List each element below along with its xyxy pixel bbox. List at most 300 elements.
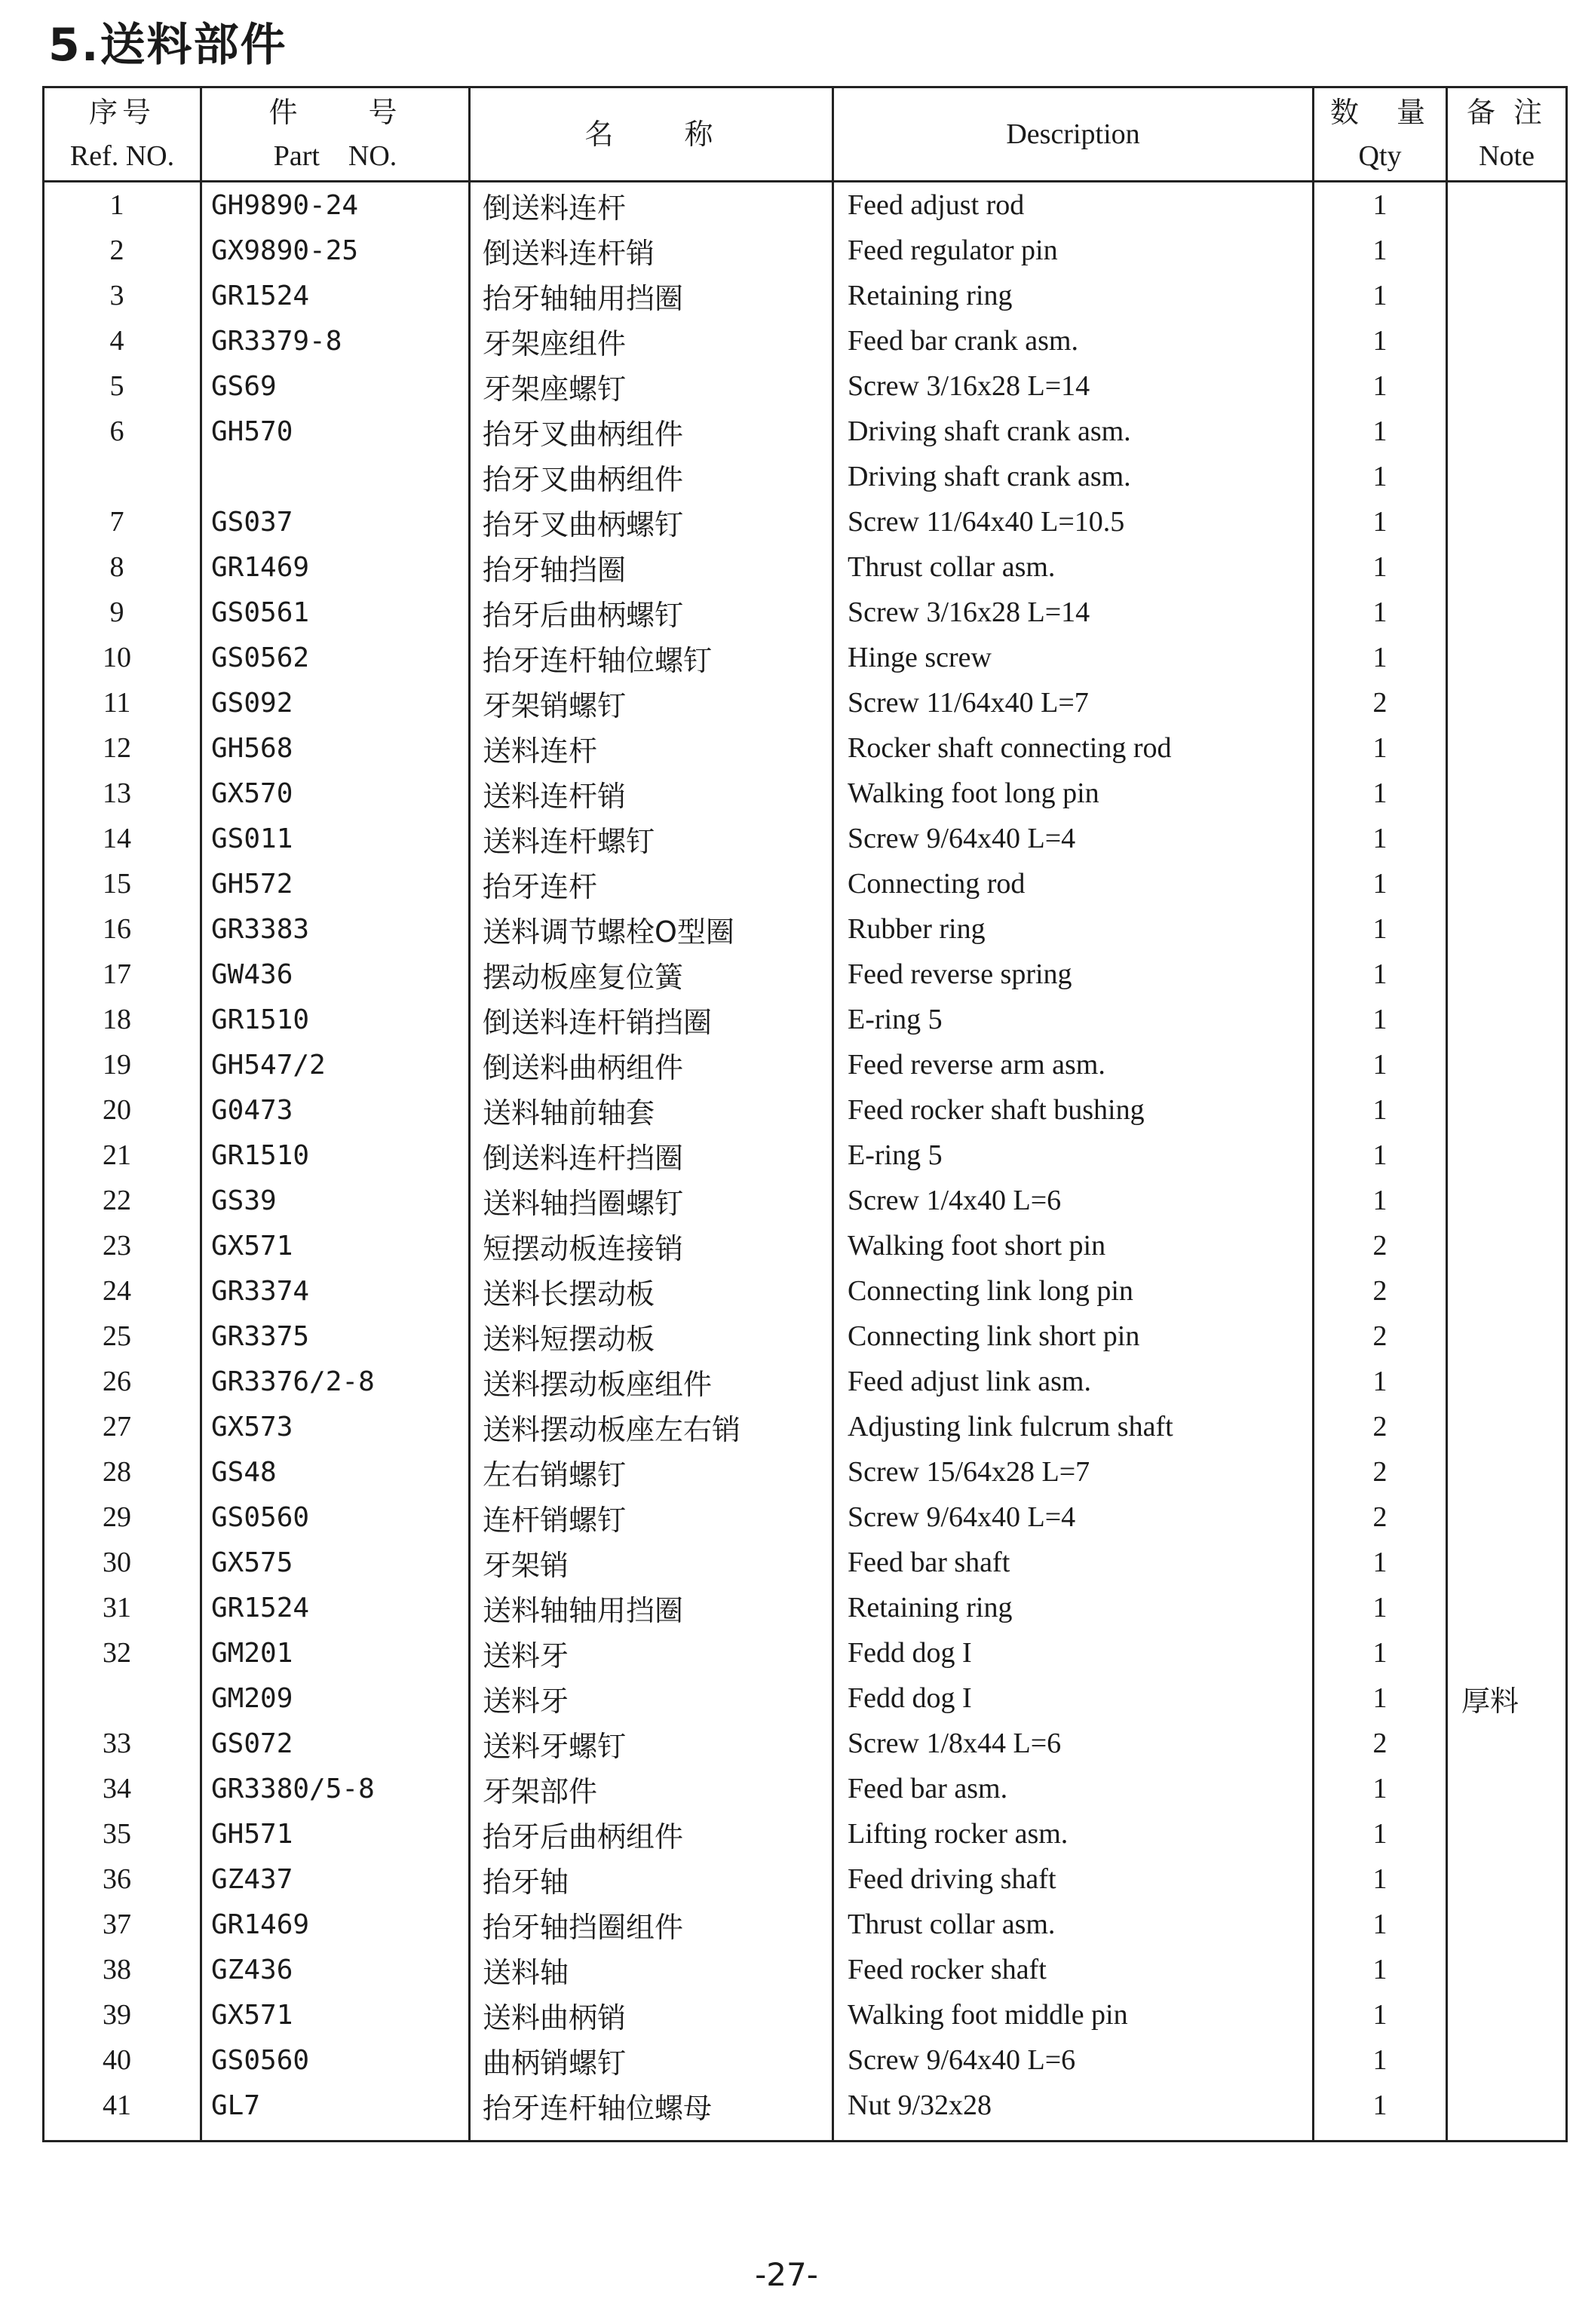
table-row [44,1947,1567,1992]
table-row [44,816,1567,861]
header-ref-zh: 序号 [88,96,155,129]
part-number-cell: GH568 [201,725,470,771]
table-row [44,1540,1567,1585]
ref-cell: 16 [44,906,201,952]
qty-cell: 1 [1314,1540,1447,1585]
part-name-cell: 抬牙轴挡圈 [470,544,833,590]
header-part [201,87,470,182]
note-cell [1447,1223,1567,1268]
header-qty [1314,87,1447,182]
note-cell [1447,1630,1567,1676]
ref-cell: 9 [44,590,201,635]
note-cell [1447,2037,1567,2083]
table-row [44,1495,1567,1540]
description-cell: Rubber ring [833,906,1314,952]
part-name-cell: 送料轴前轴套 [470,1087,833,1133]
ref-cell: 18 [44,997,201,1042]
ref-cell: 35 [44,1811,201,1856]
ref-cell: 20 [44,1087,201,1133]
ref-cell: 1 [44,182,201,228]
part-number-cell: G0473 [201,1087,470,1133]
qty-cell: 1 [1314,906,1447,952]
table-row [44,906,1567,952]
part-number-cell: GM209 [201,1676,470,1721]
parts-table-body [44,182,1567,2142]
part-number-cell: GS0562 [201,635,470,680]
part-name-cell: 送料摆动板座左右销 [470,1404,833,1449]
header-ref [44,87,201,182]
qty-cell: 1 [1314,1947,1447,1992]
part-number-cell: GH571 [201,1811,470,1856]
ref-cell: 40 [44,2037,201,2083]
qty-cell: 1 [1314,1856,1447,1902]
note-cell [1447,499,1567,544]
table-row [44,1133,1567,1178]
part-number-cell: GS0561 [201,590,470,635]
description-cell: Feed adjust rod [833,182,1314,228]
description-cell: Thrust collar asm. [833,1902,1314,1947]
qty-cell: 1 [1314,2037,1447,2083]
part-number-cell: GS69 [201,363,470,409]
description-cell: Screw 9/64x40 L=4 [833,816,1314,861]
ref-cell: 38 [44,1947,201,1992]
part-number-cell: GZ436 [201,1947,470,1992]
ref-cell: 23 [44,1223,201,1268]
part-number-cell: GH9890-24 [201,182,470,228]
qty-cell: 2 [1314,1268,1447,1314]
description-cell: Connecting rod [833,861,1314,906]
part-name-cell: 倒送料连杆销 [470,228,833,273]
table-row [44,273,1567,318]
part-name-cell: 送料轴轴用挡圈 [470,1585,833,1630]
part-name-cell: 送料摆动板座组件 [470,1359,833,1404]
header-note-zh: 备 注 [1466,96,1547,129]
note-cell [1447,1766,1567,1811]
table-row [44,2037,1567,2083]
table-row [44,1992,1567,2037]
part-name-cell: 送料连杆 [470,725,833,771]
note-cell [1447,1314,1567,1359]
description-cell: Feed bar crank asm. [833,318,1314,363]
description-cell: E-ring 5 [833,997,1314,1042]
qty-cell: 2 [1314,1404,1447,1449]
header-qty-en: Qty [1358,140,1402,172]
part-number-cell: GS0560 [201,2037,470,2083]
part-number-cell: GS092 [201,680,470,725]
note-cell [1447,1811,1567,1856]
description-cell: Connecting link long pin [833,1268,1314,1314]
ref-cell: 25 [44,1314,201,1359]
part-name-cell: 牙架座组件 [470,318,833,363]
qty-cell: 1 [1314,635,1447,680]
part-name-cell: 连杆销螺钉 [470,1495,833,1540]
qty-cell: 1 [1314,318,1447,363]
part-name-cell: 抬牙后曲柄螺钉 [470,590,833,635]
description-cell: Screw 15/64x28 L=7 [833,1449,1314,1495]
part-name-cell: 摆动板座复位簧 [470,952,833,997]
qty-cell: 1 [1314,2083,1447,2142]
description-cell: E-ring 5 [833,1133,1314,1178]
table-row [44,771,1567,816]
description-cell: Feed bar asm. [833,1766,1314,1811]
table-row [44,1721,1567,1766]
qty-cell: 1 [1314,725,1447,771]
part-name-cell: 短摆动板连接销 [470,1223,833,1268]
description-cell: Feed adjust link asm. [833,1359,1314,1404]
table-row [44,1676,1567,1721]
part-name-cell: 送料调节螺栓O型圈 [470,906,833,952]
ref-cell: 4 [44,318,201,363]
qty-cell: 2 [1314,1495,1447,1540]
table-row [44,182,1567,228]
note-cell [1447,1268,1567,1314]
part-name-cell: 送料长摆动板 [470,1268,833,1314]
page-number: -27- [755,2256,818,2293]
qty-cell: 1 [1314,1133,1447,1178]
table-row [44,1630,1567,1676]
description-cell: Hinge screw [833,635,1314,680]
table-row [44,318,1567,363]
ref-cell: 12 [44,725,201,771]
table-row [44,1902,1567,1947]
description-cell: Rocker shaft connecting rod [833,725,1314,771]
part-name-cell: 左右销螺钉 [470,1449,833,1495]
table-row [44,1449,1567,1495]
description-cell: Feed driving shaft [833,1856,1314,1902]
note-cell [1447,816,1567,861]
part-name-cell: 抬牙连杆轴位螺母 [470,2083,833,2142]
ref-cell: 11 [44,680,201,725]
part-name-cell: 牙架销螺钉 [470,680,833,725]
table-row [44,363,1567,409]
qty-cell: 1 [1314,363,1447,409]
qty-cell: 2 [1314,1721,1447,1766]
table-row [44,1223,1567,1268]
qty-cell: 1 [1314,1811,1447,1856]
part-name-cell: 抬牙叉曲柄螺钉 [470,499,833,544]
ref-cell: 28 [44,1449,201,1495]
note-cell [1447,1856,1567,1902]
part-number-cell: GX573 [201,1404,470,1449]
description-cell: Nut 9/32x28 [833,2083,1314,2142]
description-cell: Screw 1/8x44 L=6 [833,1721,1314,1766]
description-cell: Adjusting link fulcrum shaft [833,1404,1314,1449]
note-cell: 厚料 [1447,1676,1567,1721]
header-name [470,87,833,182]
note-cell [1447,1721,1567,1766]
qty-cell: 1 [1314,771,1447,816]
description-cell: Screw 1/4x40 L=6 [833,1178,1314,1223]
table-row [44,1766,1567,1811]
note-cell [1447,1404,1567,1449]
ref-cell: 33 [44,1721,201,1766]
part-number-cell: GS037 [201,499,470,544]
note-cell [1447,906,1567,952]
description-cell: Lifting rocker asm. [833,1811,1314,1856]
header-ref-en: Ref. NO. [69,140,175,172]
part-number-cell: GS072 [201,1721,470,1766]
note-cell [1447,1359,1567,1404]
description-cell: Thrust collar asm. [833,544,1314,590]
part-name-cell: 送料短摆动板 [470,1314,833,1359]
description-cell: Driving shaft crank asm. [833,409,1314,454]
part-name-cell: 抬牙连杆轴位螺钉 [470,635,833,680]
table-header-row [44,87,1567,182]
part-number-cell [201,454,470,499]
description-cell: Feed rocker shaft bushing [833,1087,1314,1133]
qty-cell: 1 [1314,1630,1447,1676]
part-name-cell: 牙架部件 [470,1766,833,1811]
part-number-cell: GX571 [201,1992,470,2037]
qty-cell: 1 [1314,590,1447,635]
qty-cell: 1 [1314,1042,1447,1087]
note-cell [1447,409,1567,454]
qty-cell: 1 [1314,952,1447,997]
part-name-cell: 送料牙 [470,1676,833,1721]
table-row [44,635,1567,680]
part-name-cell: 抬牙叉曲柄组件 [470,409,833,454]
ref-cell: 31 [44,1585,201,1630]
part-name-cell: 送料曲柄销 [470,1992,833,2037]
ref-cell: 13 [44,771,201,816]
qty-cell: 1 [1314,544,1447,590]
part-name-cell: 抬牙轴挡圈组件 [470,1902,833,1947]
ref-cell: 36 [44,1856,201,1902]
part-name-cell: 抬牙叉曲柄组件 [470,454,833,499]
note-cell [1447,228,1567,273]
description-cell: Feed reverse arm asm. [833,1042,1314,1087]
qty-cell: 1 [1314,409,1447,454]
part-name-cell: 抬牙连杆 [470,861,833,906]
part-number-cell: GH572 [201,861,470,906]
part-name-cell: 抬牙后曲柄组件 [470,1811,833,1856]
part-number-cell: GR3379-8 [201,318,470,363]
ref-cell [44,454,201,499]
header-note [1447,87,1567,182]
description-cell: Screw 3/16x28 L=14 [833,590,1314,635]
description-cell: Screw 11/64x40 L=7 [833,680,1314,725]
part-name-cell: 送料牙 [470,1630,833,1676]
table-row [44,1178,1567,1223]
ref-cell: 8 [44,544,201,590]
qty-cell: 1 [1314,861,1447,906]
qty-cell: 1 [1314,1992,1447,2037]
part-number-cell: GR1469 [201,1902,470,1947]
ref-cell: 34 [44,1766,201,1811]
qty-cell: 1 [1314,1359,1447,1404]
ref-cell: 5 [44,363,201,409]
description-cell: Screw 9/64x40 L=6 [833,2037,1314,2083]
ref-cell: 2 [44,228,201,273]
qty-cell: 1 [1314,1676,1447,1721]
description-cell: Walking foot short pin [833,1223,1314,1268]
description-cell: Screw 9/64x40 L=4 [833,1495,1314,1540]
part-number-cell: GH547/2 [201,1042,470,1087]
ref-cell [44,1676,201,1721]
description-cell: Retaining ring [833,1585,1314,1630]
note-cell [1447,2083,1567,2142]
part-name-cell: 送料牙螺钉 [470,1721,833,1766]
qty-cell: 1 [1314,499,1447,544]
part-number-cell: GS0560 [201,1495,470,1540]
ref-cell: 37 [44,1902,201,1947]
table-row [44,454,1567,499]
qty-cell: 1 [1314,1585,1447,1630]
part-name-cell: 抬牙轴轴用挡圈 [470,273,833,318]
description-cell: Walking foot middle pin [833,1992,1314,2037]
qty-cell: 1 [1314,182,1447,228]
part-number-cell: GM201 [201,1630,470,1676]
note-cell [1447,997,1567,1042]
part-number-cell: GL7 [201,2083,470,2142]
table-row [44,1087,1567,1133]
part-name-cell: 送料轴 [470,1947,833,1992]
part-number-cell: GR3376/2-8 [201,1359,470,1404]
table-row [44,1811,1567,1856]
table-row [44,1856,1567,1902]
description-cell: Feed bar shaft [833,1540,1314,1585]
ref-cell: 19 [44,1042,201,1087]
description-cell: Retaining ring [833,273,1314,318]
part-number-cell: GS48 [201,1449,470,1495]
note-cell [1447,771,1567,816]
description-cell: Feed reverse spring [833,952,1314,997]
note-cell [1447,182,1567,228]
part-number-cell: GZ437 [201,1856,470,1902]
ref-cell: 27 [44,1404,201,1449]
header-part-en: Part NO. [273,140,397,172]
part-number-cell: GX575 [201,1540,470,1585]
description-cell: Feed rocker shaft [833,1947,1314,1992]
part-number-cell: GR3383 [201,906,470,952]
description-cell: Fedd dog I [833,1630,1314,1676]
table-row [44,2083,1567,2142]
page-title: 5.送料部件 [48,19,287,72]
ref-cell: 15 [44,861,201,906]
part-number-cell: GW436 [201,952,470,997]
header-part-zh: 件 号 [268,96,402,129]
table-row [44,1359,1567,1404]
qty-cell: 1 [1314,816,1447,861]
note-cell [1447,1449,1567,1495]
note-cell [1447,1178,1567,1223]
ref-cell: 30 [44,1540,201,1585]
ref-cell: 17 [44,952,201,997]
qty-cell: 1 [1314,997,1447,1042]
ref-cell: 32 [44,1630,201,1676]
note-cell [1447,454,1567,499]
table-row [44,861,1567,906]
ref-cell: 39 [44,1992,201,2037]
part-number-cell: GX570 [201,771,470,816]
note-cell [1447,1585,1567,1630]
qty-cell: 2 [1314,1449,1447,1495]
table-row [44,680,1567,725]
part-number-cell: GR1510 [201,1133,470,1178]
part-name-cell: 曲柄销螺钉 [470,2037,833,2083]
parts-table [42,86,1568,2142]
note-cell [1447,273,1567,318]
part-name-cell: 抬牙轴 [470,1856,833,1902]
header-description [833,87,1314,182]
part-number-cell: GR1469 [201,544,470,590]
note-cell [1447,725,1567,771]
part-name-cell: 牙架座螺钉 [470,363,833,409]
note-cell [1447,363,1567,409]
table-row [44,1404,1567,1449]
note-cell [1447,1992,1567,2037]
ref-cell: 21 [44,1133,201,1178]
qty-cell: 2 [1314,1314,1447,1359]
ref-cell: 26 [44,1359,201,1404]
note-cell [1447,1087,1567,1133]
header-name-zh: 名 称 [584,118,718,151]
part-number-cell: GR3380/5-8 [201,1766,470,1811]
header-qty-zh: 数 量 [1329,96,1430,129]
part-name-cell: 送料连杆螺钉 [470,816,833,861]
table-row [44,544,1567,590]
part-name-cell: 送料轴挡圈螺钉 [470,1178,833,1223]
note-cell [1447,544,1567,590]
qty-cell: 1 [1314,273,1447,318]
qty-cell: 1 [1314,1087,1447,1133]
note-cell [1447,590,1567,635]
ref-cell: 41 [44,2083,201,2142]
header-note-en: Note [1479,140,1535,172]
note-cell [1447,1495,1567,1540]
part-number-cell: GS39 [201,1178,470,1223]
table-row [44,409,1567,454]
description-cell: Fedd dog I [833,1676,1314,1721]
description-cell: Driving shaft crank asm. [833,454,1314,499]
note-cell [1447,952,1567,997]
part-number-cell: GR1524 [201,273,470,318]
qty-cell: 1 [1314,1902,1447,1947]
description-cell: Screw 11/64x40 L=10.5 [833,499,1314,544]
description-cell: Feed regulator pin [833,228,1314,273]
ref-cell: 22 [44,1178,201,1223]
description-cell: Connecting link short pin [833,1314,1314,1359]
table-row [44,1314,1567,1359]
ref-cell: 10 [44,635,201,680]
qty-cell: 1 [1314,228,1447,273]
table-row [44,952,1567,997]
note-cell [1447,1902,1567,1947]
table-row [44,1268,1567,1314]
note-cell [1447,1133,1567,1178]
table-row [44,1585,1567,1630]
note-cell [1447,318,1567,363]
part-number-cell: GH570 [201,409,470,454]
part-number-cell: GR3375 [201,1314,470,1359]
description-cell: Walking foot long pin [833,771,1314,816]
part-name-cell: 倒送料连杆 [470,182,833,228]
ref-cell: 14 [44,816,201,861]
part-number-cell: GX571 [201,1223,470,1268]
part-number-cell: GS011 [201,816,470,861]
part-name-cell: 送料连杆销 [470,771,833,816]
qty-cell: 1 [1314,454,1447,499]
qty-cell: 1 [1314,1178,1447,1223]
part-name-cell: 倒送料曲柄组件 [470,1042,833,1087]
ref-cell: 3 [44,273,201,318]
note-cell [1447,680,1567,725]
header-description-en: Description [1006,118,1140,150]
part-number-cell: GR1524 [201,1585,470,1630]
table-row [44,228,1567,273]
ref-cell: 24 [44,1268,201,1314]
table-row [44,725,1567,771]
